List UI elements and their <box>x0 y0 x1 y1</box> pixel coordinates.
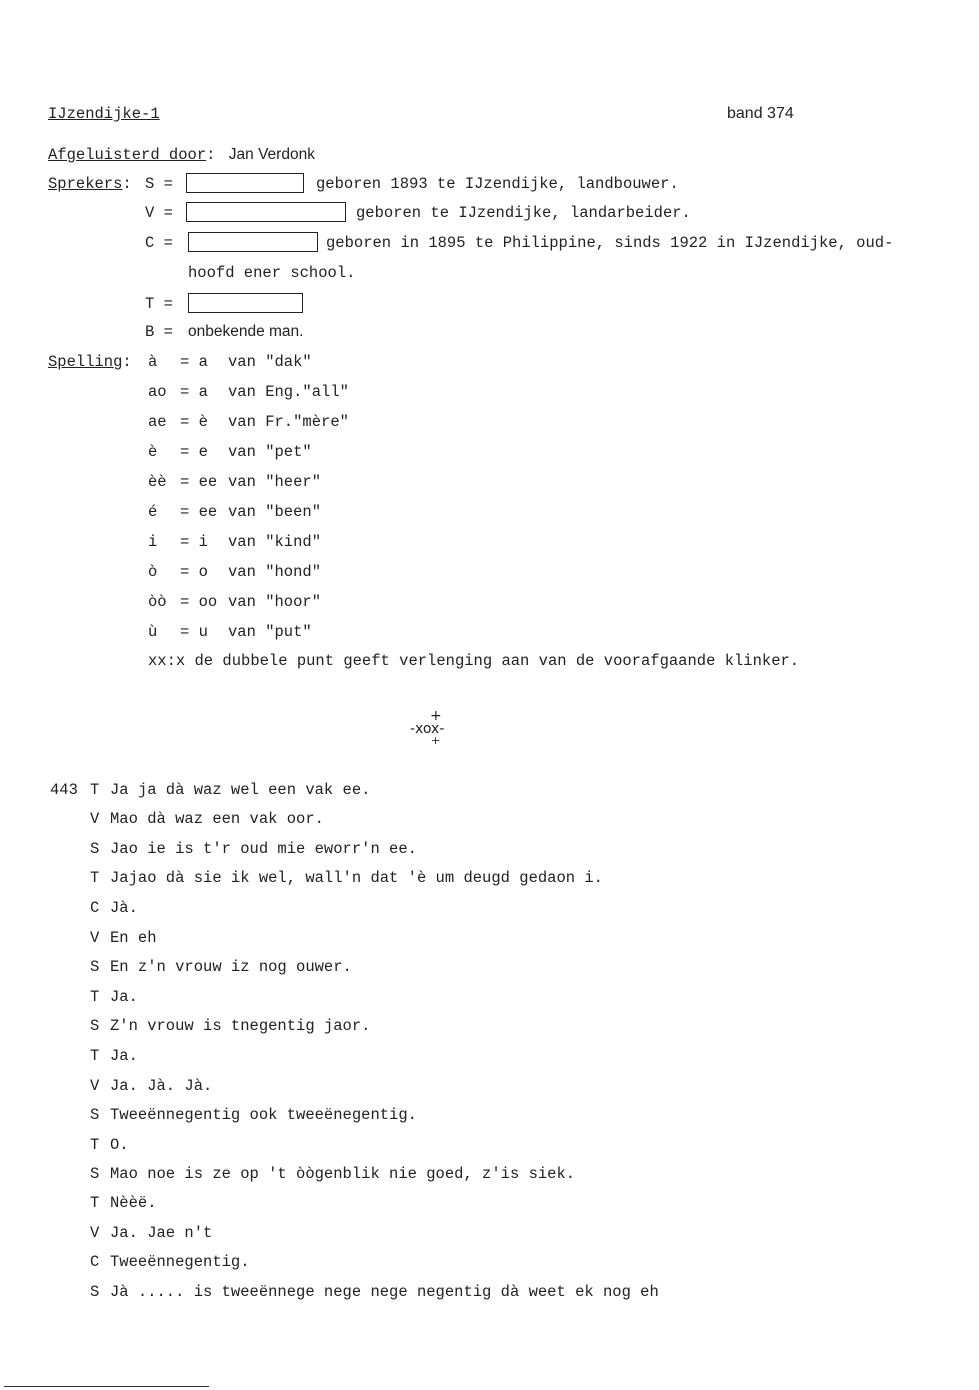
spelling-row <box>148 623 312 641</box>
utterance-text: Jao ie is t'r oud mie eworr'n ee. <box>110 840 417 858</box>
spelling-example: van "been" <box>228 503 322 521</box>
spelling-symbol: é <box>148 503 158 521</box>
spelling-row <box>148 593 321 611</box>
spelling-symbol: ò <box>148 563 158 581</box>
speaker-s-key: S = <box>145 175 173 193</box>
spelling-example: van "hoor" <box>228 593 322 611</box>
utterance-text: Jà. <box>110 899 138 917</box>
spelling-symbol: òò <box>148 593 167 611</box>
divider-plus-top: + <box>430 708 442 724</box>
speaker-c-desc-continued: hoofd ener school. <box>188 264 356 282</box>
utterance-text: Jajao dà sie ik wel, wall'n dat 'è um deugd gedaon i. <box>110 869 603 887</box>
spelling-row <box>148 533 321 551</box>
redacted-name-box <box>188 293 303 313</box>
speaker-code: V <box>90 1077 100 1095</box>
listener-label: Afgeluisterd door <box>48 146 207 164</box>
spelling-example: van "kind" <box>228 533 322 551</box>
speaker-code: S <box>90 958 100 976</box>
speaker-code: V <box>90 929 100 947</box>
document-title: IJzendijke-1 <box>48 105 160 123</box>
spelling-equivalent: = o <box>180 563 208 581</box>
spelling-row <box>148 563 321 581</box>
speaker-code: S <box>90 1165 100 1183</box>
utterance-text: Ja. <box>110 1047 138 1065</box>
speaker-t-key: T = <box>145 295 173 313</box>
utterance-text: Ja. Jae n't <box>110 1224 213 1242</box>
speaker-code: T <box>90 1194 100 1212</box>
utterance-text: Tweeënnegentig. <box>110 1253 250 1271</box>
spelling-equivalent: = è <box>180 413 208 431</box>
spelling-symbol: ù <box>148 623 158 641</box>
speaker-code: S <box>90 1283 100 1301</box>
spelling-row <box>148 383 349 401</box>
speakers-heading <box>48 175 132 193</box>
spelling-example: van "pet" <box>228 443 312 461</box>
spelling-symbol: i <box>148 533 158 551</box>
footer-rule <box>4 1386 209 1387</box>
spelling-equivalent: = a <box>180 353 208 371</box>
speaker-code: T <box>90 1136 100 1154</box>
speakers-label: Sprekers <box>48 175 123 193</box>
spelling-equivalent: = ee <box>180 503 218 521</box>
speaker-code: C <box>90 899 100 917</box>
utterance-text: Mao noe is ze op 't òògenblik nie goed, z'is siek. <box>110 1165 576 1183</box>
speaker-code: T <box>90 1047 100 1065</box>
utterance-text: Nèèë. <box>110 1194 157 1212</box>
redacted-name-box <box>188 232 318 252</box>
spelling-equivalent: = a <box>180 383 208 401</box>
speaker-code: S <box>90 1106 100 1124</box>
utterance-text: En eh <box>110 929 157 947</box>
spelling-row <box>148 443 312 461</box>
spelling-symbol: èè <box>148 473 167 491</box>
redacted-name-box <box>186 202 346 222</box>
utterance-text: Tweeënnegentig ook tweeënegentig. <box>110 1106 417 1124</box>
spelling-example: van "hond" <box>228 563 322 581</box>
spelling-row <box>148 353 312 371</box>
speaker-c-desc: geboren in 1895 te Philippine, sinds 1922 in IJzendijke, oud- <box>326 234 894 252</box>
utterance-text: Mao dà waz een vak oor. <box>110 810 324 828</box>
listener-name: Jan Verdonk <box>228 146 315 163</box>
spelling-colon: : <box>122 353 132 371</box>
speaker-code: T <box>90 781 100 799</box>
speaker-code: C <box>90 1253 100 1271</box>
spelling-row <box>148 473 321 491</box>
utterance-text: Ja ja dà waz wel een vak ee. <box>110 781 371 799</box>
speaker-v-key: V = <box>145 204 173 222</box>
utterance-text: Ja. Jà. Jà. <box>110 1077 213 1095</box>
speaker-code: T <box>90 988 100 1006</box>
spelling-example: van Fr."mère" <box>228 413 349 431</box>
spelling-symbol: ae <box>148 413 167 431</box>
speaker-code: S <box>90 1017 100 1035</box>
spelling-equivalent: = oo <box>180 593 218 611</box>
utterance-text: Jà ..... is tweeënnege nege nege negentig dà weet ek nog eh <box>110 1283 659 1301</box>
speaker-code: V <box>90 810 100 828</box>
spelling-note: xx:x de dubbele punt geeft verlenging aan van de voorafgaande klinker. <box>148 652 800 670</box>
speaker-v-desc: geboren te IJzendijke, landarbeider. <box>356 204 691 222</box>
spelling-heading <box>48 353 132 371</box>
speaker-b-key: B = <box>145 323 173 341</box>
speakers-colon: : <box>122 175 132 193</box>
spelling-equivalent: = i <box>180 533 208 551</box>
spelling-row <box>148 413 349 431</box>
spelling-example: van "dak" <box>228 353 312 371</box>
utterance-text: O. <box>110 1136 129 1154</box>
spelling-symbol: ao <box>148 383 167 401</box>
spelling-row <box>148 503 321 521</box>
spelling-symbol: è <box>148 443 158 461</box>
speaker-c-key: C = <box>145 234 173 252</box>
listener-line <box>48 146 315 164</box>
transcript-start-number: 443 <box>50 781 78 799</box>
utterance-text: En z'n vrouw iz nog ouwer. <box>110 958 352 976</box>
utterance-text: Z'n vrouw is tnegentig jaor. <box>110 1017 371 1035</box>
spelling-symbol: à <box>148 353 158 371</box>
divider-plus-bottom: + <box>431 734 441 747</box>
band-number: band 374 <box>727 105 794 122</box>
spelling-equivalent: = u <box>180 623 208 641</box>
spelling-example: van "heer" <box>228 473 322 491</box>
spelling-equivalent: = ee <box>180 473 218 491</box>
spelling-equivalent: = e <box>180 443 208 461</box>
spelling-example: van "put" <box>228 623 312 641</box>
divider-mark: -xox- <box>410 721 445 737</box>
spelling-example: van Eng."all" <box>228 383 349 401</box>
spelling-label: Spelling <box>48 353 123 371</box>
speaker-code: S <box>90 840 100 858</box>
listener-colon: : <box>206 146 216 164</box>
speaker-b-desc: onbekende man. <box>188 323 304 340</box>
speaker-s-desc: geboren 1893 te IJzendijke, landbouwer. <box>316 175 679 193</box>
redacted-name-box <box>186 173 304 193</box>
utterance-text: Ja. <box>110 988 138 1006</box>
speaker-code: V <box>90 1224 100 1242</box>
speaker-code: T <box>90 869 100 887</box>
